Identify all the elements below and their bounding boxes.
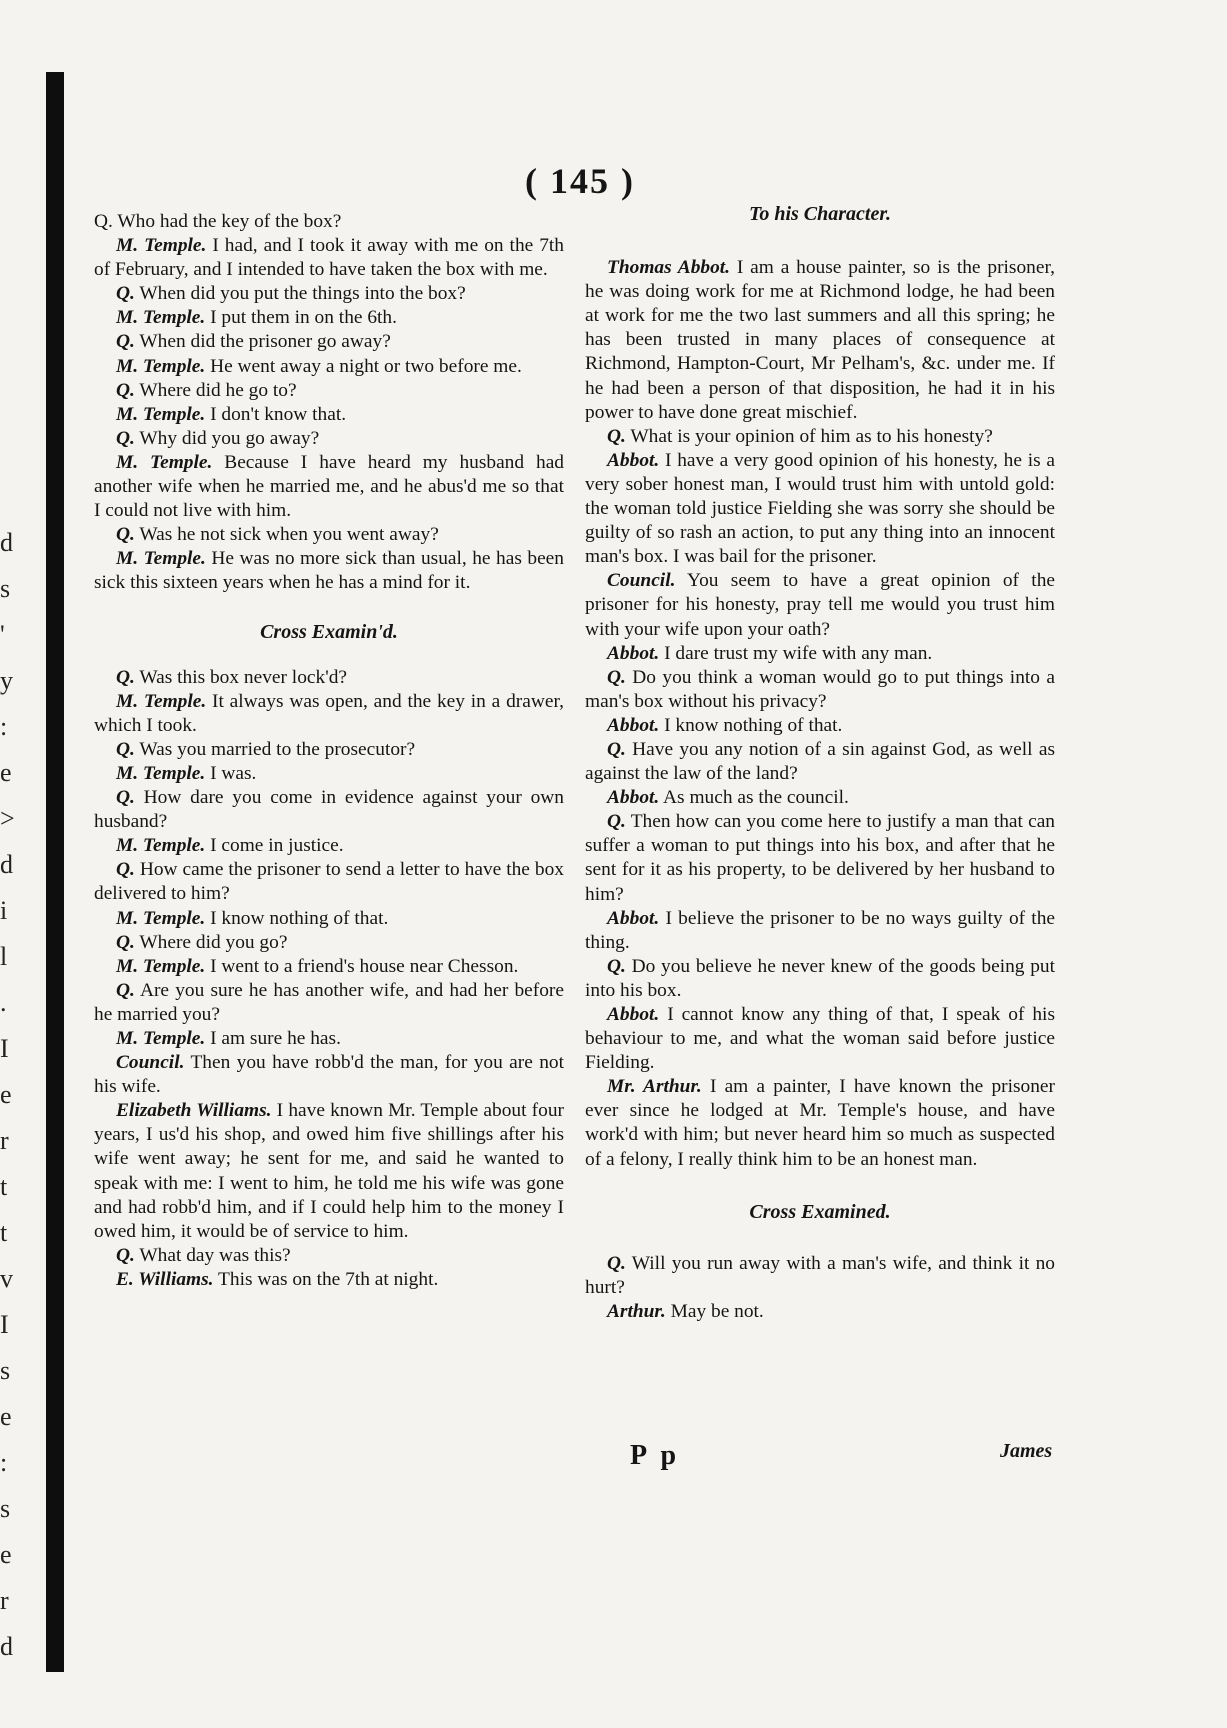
speaker-label: Q. — [607, 738, 626, 760]
paragraph-text: When did you put the things into the box? — [134, 283, 466, 305]
paragraph-text: I dare trust my wife with any man. — [659, 642, 933, 664]
right-cross-testimony — [585, 1252, 1055, 1324]
speaker-label: M. Temple. — [116, 1028, 206, 1049]
page-binding-shadow — [46, 72, 64, 1672]
paragraph-text: I cannot know any thing of that, I speak of his behaviour to me, and what the woman said before justice Fielding. — [585, 1004, 1055, 1074]
margin-fragment: y — [0, 666, 13, 695]
speaker-label: M. Temple. — [116, 355, 206, 377]
paragraph-text: Will you run away with a man's wife, and think it no hurt? — [585, 1252, 1055, 1298]
margin-fragment: r — [0, 1126, 9, 1155]
paragraph-text: May be not. — [665, 1300, 764, 1322]
testimony-paragraph — [94, 523, 564, 547]
speaker-label: Q. — [116, 524, 135, 546]
testimony-paragraph — [94, 1244, 564, 1268]
testimony-paragraph — [94, 834, 564, 858]
adjacent-page-margin — [0, 520, 24, 1670]
left-cross-testimony — [94, 666, 564, 1292]
testimony-paragraph — [94, 786, 564, 834]
testimony-paragraph — [585, 786, 1055, 810]
paragraph-text: I had, and I took it away with me on the 7th of February, and I intended to have taken the box with me. — [94, 235, 564, 281]
testimony-paragraph — [94, 210, 564, 234]
right-testimony — [585, 256, 1055, 1172]
speaker-label: Q. — [116, 283, 135, 305]
testimony-paragraph — [94, 330, 564, 354]
margin-fragment: s — [0, 1494, 11, 1523]
paragraph-text: When did the prisoner go away? — [134, 331, 391, 353]
speaker-label: Q. — [607, 1252, 626, 1274]
page-number: ( 145 ) — [525, 161, 635, 201]
speaker-label: M. Temple. — [116, 907, 206, 929]
testimony-paragraph — [585, 1075, 1055, 1171]
margin-fragment: t — [0, 1218, 8, 1247]
testimony-paragraph — [585, 810, 1055, 906]
testimony-paragraph — [94, 858, 564, 906]
right-column — [585, 203, 1055, 1324]
speaker-label: M. Temple. — [116, 762, 206, 784]
speaker-label: Council. — [607, 570, 676, 592]
testimony-paragraph — [585, 955, 1055, 1003]
testimony-paragraph — [94, 762, 564, 786]
margin-fragment: e — [0, 1080, 12, 1109]
speaker-label: M. Temple. — [116, 835, 206, 857]
margin-fragment: ' — [0, 620, 5, 649]
testimony-paragraph — [585, 1252, 1055, 1300]
speaker-label: Q. — [116, 979, 135, 1001]
testimony-paragraph — [94, 979, 564, 1027]
speaker-label: Abbot. — [607, 642, 660, 664]
testimony-paragraph — [94, 547, 564, 595]
testimony-paragraph — [94, 1051, 564, 1099]
paragraph-text: Because I have heard my husband had another wife when he married me, and he abus'd me so that I could not live with him. — [94, 451, 565, 522]
margin-fragment: e — [0, 1402, 12, 1431]
testimony-paragraph — [585, 569, 1055, 641]
speaker-label: Abbot. — [607, 787, 660, 809]
margin-fragment: : — [0, 1448, 8, 1477]
speaker-label: Q. — [116, 427, 135, 449]
paragraph-text: As much as the council. — [659, 787, 849, 809]
speaker-label: Abbot. — [607, 449, 660, 471]
paragraph-text: Was he not sick when you went away? — [134, 524, 439, 546]
paragraph-text: Where did he go to? — [134, 379, 297, 401]
paragraph-text: Do you think a woman would go to put things into a man's box without his privacy? — [585, 666, 1055, 712]
speaker-label: Abbot. — [607, 714, 660, 736]
margin-fragment: . — [0, 988, 7, 1017]
testimony-paragraph — [94, 690, 564, 738]
testimony-paragraph — [94, 379, 564, 403]
paragraph-text: Are you sure he has another wife, and had her before he married you? — [94, 979, 564, 1025]
speaker-label: Thomas Abbot. — [607, 257, 731, 279]
paragraph-text: I know nothing of that. — [659, 714, 843, 736]
paragraph-text: Was this box never lock'd? — [134, 666, 347, 688]
testimony-paragraph — [94, 738, 564, 762]
speaker-label: Q. — [116, 1244, 135, 1266]
paragraph-text: I know nothing of that. — [205, 907, 389, 929]
testimony-paragraph — [585, 425, 1055, 449]
margin-fragment: e — [0, 1540, 12, 1569]
speaker-label: M. Temple. — [116, 235, 207, 257]
paragraph-text: It always was open, and the key in a drawer, which I took. — [94, 690, 564, 736]
paragraph-text: Do you believe he never knew of the goods being put into his box. — [585, 955, 1055, 1001]
paragraph-text: I am a painter, I have known the prisoner ever since he lodged at Mr. Temple's house, and have work'd with him; but never heard him so much as suspected of a felony, I really think him to be an honest man. — [585, 1076, 1055, 1170]
paragraph-text: He went away a night or two before me. — [205, 355, 522, 377]
margin-fragment: l — [0, 942, 8, 971]
speaker-label: Q. — [116, 859, 135, 881]
testimony-paragraph — [585, 642, 1055, 666]
speaker-label: Q. — [607, 811, 626, 833]
testimony-paragraph — [94, 403, 564, 427]
margin-fragment: e — [0, 758, 12, 787]
speaker-label: Q. — [116, 379, 135, 401]
paragraph-text: You seem to have a great opinion of the prisoner for his honesty, pray tell me would you trust him with your wife upon your oath? — [585, 570, 1055, 640]
testimony-paragraph — [585, 256, 1055, 425]
testimony-paragraph — [94, 931, 564, 955]
paragraph-text: I have known Mr. Temple about four years, I us'd his shop, and owed him five shillings after his wife went away; he sent for me, and said he wanted to speak with me: I went to him, he told me his wife was gone and had robb'd him, and if I could help him to the money I owed him, it would be of service to him. — [94, 1100, 564, 1242]
speaker-label: Q. — [116, 666, 135, 688]
paragraph-text: This was on the 7th at night. — [213, 1268, 439, 1290]
testimony-paragraph — [585, 666, 1055, 714]
paragraph-text: Then you have robb'd the man, for you are not his wife. — [94, 1052, 564, 1098]
speaker-label: Arthur. — [607, 1300, 666, 1322]
testimony-paragraph — [94, 234, 564, 282]
speaker-label: M. Temple. — [116, 690, 207, 712]
paragraph-text: I believe the prisoner to be no ways guilty of the thing. — [585, 907, 1055, 953]
paragraph-text: What is your opinion of him as to his honesty? — [625, 425, 993, 447]
speaker-label: Mr. Arthur. — [607, 1076, 702, 1098]
speaker-label: Abbot. — [607, 907, 660, 929]
paragraph-text: I am a house painter, so is the prisoner, he was doing work for me at Richmond lodge, he had been at work for me the two last summers and all this spring; he has been trusted in many places of consequence at Richmond, Hampton-Court, Mr Pelham's, &c. under me. If he had been a person of that disposition, he had it in his power to have done great mischief. — [585, 257, 1055, 423]
testimony-paragraph — [585, 1003, 1055, 1075]
speaker-label: Q. — [116, 931, 135, 953]
margin-fragment: v — [0, 1264, 13, 1293]
testimony-paragraph — [94, 355, 564, 379]
testimony-paragraph — [585, 907, 1055, 955]
testimony-paragraph — [94, 1099, 564, 1244]
testimony-paragraph — [94, 955, 564, 979]
paragraph-text: I was. — [205, 762, 257, 784]
speaker-label: M. Temple. — [116, 451, 213, 473]
speaker-label: M. Temple. — [116, 403, 206, 425]
testimony-paragraph — [94, 1268, 564, 1292]
speaker-label: Q. — [607, 666, 626, 688]
margin-fragment: I — [0, 1034, 9, 1063]
testimony-paragraph — [94, 907, 564, 931]
margin-fragment: d — [0, 1632, 13, 1661]
testimony-paragraph — [585, 714, 1055, 738]
speaker-label: M. Temple. — [116, 955, 206, 977]
paragraph-text: Have you any notion of a sin against God, as well as against the law of the land? — [585, 738, 1055, 785]
paragraph-text: I have a very good opinion of his honesty, he is a very sober honest man, I would trust him with untold gold: the woman told justice Fielding she was sorry she should be guilty of so rash an action, to put any thing into an innocent man's box. I was bail for the prisoner. — [585, 449, 1055, 568]
speaker-label: Q. — [116, 331, 135, 353]
paragraph-text: I come in justice. — [205, 835, 344, 857]
left-column — [94, 210, 564, 1292]
speaker-label: Abbot. — [607, 1004, 660, 1025]
speaker-label: Elizabeth Williams. — [116, 1100, 272, 1122]
margin-fragment: : — [0, 712, 8, 741]
speaker-label: M. Temple. — [116, 548, 206, 570]
margin-fragment: s — [0, 574, 11, 603]
speaker-label: E. Williams. — [116, 1268, 214, 1290]
testimony-paragraph — [94, 666, 564, 690]
right-cross-heading: Cross Examined. — [749, 1200, 891, 1223]
paragraph-text: Why did you go away? — [134, 427, 320, 449]
testimony-paragraph — [585, 1300, 1055, 1324]
margin-fragment: t — [0, 1172, 8, 1201]
speaker-label: Q. — [607, 955, 626, 977]
paragraph-text: What day was this? — [134, 1244, 291, 1266]
paragraph-text: Q. Who had the key of the box? — [94, 211, 342, 232]
paragraph-text: I don't know that. — [205, 403, 347, 425]
speaker-label: Q. — [116, 738, 135, 760]
paragraph-text: Where did you go? — [134, 931, 288, 953]
paragraph-text: I am sure he has. — [205, 1028, 341, 1049]
paragraph-text: Was you married to the prosecutor? — [134, 738, 416, 760]
speaker-label: M. Temple. — [116, 307, 206, 329]
paragraph-text: I went to a friend's house near Chesson. — [205, 955, 519, 977]
paragraph-text: Then how can you come here to justify a man that can suffer a woman to put things into his box, and after that he sent for it as his property, to be delivered by her husband to him? — [585, 811, 1055, 905]
paragraph-text: How dare you come in evidence against your own husband? — [94, 787, 564, 833]
margin-fragment: s — [0, 1356, 11, 1385]
margin-fragment: d — [0, 850, 13, 879]
margin-fragment: i — [0, 896, 8, 925]
margin-fragment: I — [0, 1310, 9, 1339]
paragraph-text: I put them in on the 6th. — [205, 307, 397, 329]
margin-fragment: d — [0, 528, 13, 557]
left-testimony — [94, 210, 564, 596]
testimony-paragraph — [94, 282, 564, 306]
testimony-paragraph — [94, 1027, 564, 1051]
speaker-label: Council. — [116, 1052, 185, 1074]
catchword: James — [1000, 1440, 1053, 1462]
signature-mark: P p — [630, 1440, 681, 1471]
testimony-paragraph — [94, 451, 564, 523]
left-cross-heading: Cross Examin'd. — [260, 620, 398, 643]
speaker-label: Q. — [607, 425, 626, 447]
margin-fragment: > — [0, 804, 15, 833]
speaker-label: Q. — [116, 787, 135, 809]
testimony-paragraph — [94, 427, 564, 451]
testimony-paragraph — [585, 738, 1055, 786]
right-character-heading: To his Character. — [748, 203, 892, 225]
testimony-paragraph — [585, 449, 1055, 569]
paragraph-text: He was no more sick than usual, he has been sick this sixteen years when he has a mind for it. — [94, 548, 564, 594]
margin-fragment: r — [0, 1586, 9, 1615]
testimony-paragraph — [94, 306, 564, 330]
paragraph-text: How came the prisoner to send a letter to have the box delivered to him? — [94, 859, 564, 905]
